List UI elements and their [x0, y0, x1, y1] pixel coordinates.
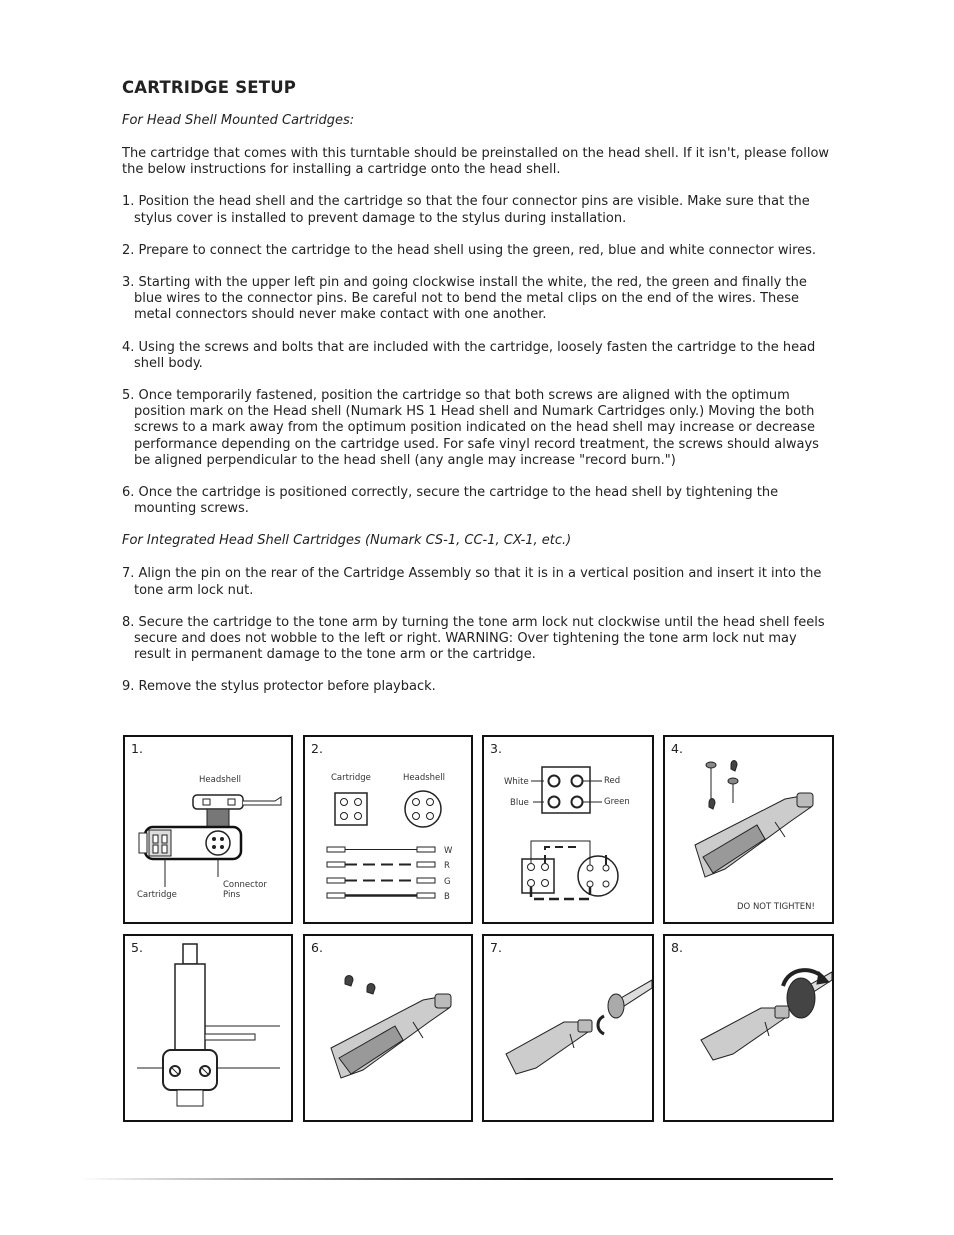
figure-4: [663, 735, 834, 924]
figure-8: [663, 934, 834, 1122]
figure-7: [482, 934, 654, 1122]
figure-5: [123, 934, 293, 1122]
figure-number: 1.: [131, 741, 143, 756]
pin-wiring-diagram: [484, 737, 652, 922]
white-label: White: [504, 777, 529, 787]
connector-wires-diagram: [305, 737, 471, 922]
figure-number: 7.: [490, 940, 502, 955]
step-5: 5. Once temporarily fastened, position the cartridge so that both screws are aligned with the optimum position mark on the Head shell (Numark HS 1 Head shell and Numark Cartridges only.) Moving the both screws to a mark away from the optimum position indicated on the head shell may increase or decrease performance depending on the cartridge used. For safe vinyl record treatment, the screws should always be aligned perpendicular to the head shell (any angle may increase "record burn."): [122, 388, 819, 468]
tighten-screws-diagram: [305, 936, 471, 1120]
wire-r-label: R: [444, 861, 450, 871]
green-label: Green: [604, 797, 630, 807]
headshell-label: Headshell: [403, 773, 445, 783]
figure-number: 6.: [311, 940, 323, 955]
wire-w-label: W: [444, 846, 453, 856]
blue-label: Blue: [510, 798, 529, 808]
manual-page: [122, 78, 834, 712]
pins-label: Pins: [223, 890, 241, 900]
figure-6: [303, 934, 473, 1122]
figure-number: 3.: [490, 741, 502, 756]
figure-number: 4.: [671, 741, 683, 756]
footer-divider: [80, 1178, 833, 1180]
step-3: 3. Starting with the upper left pin and going clockwise install the white, the red, the green and finally the blue wires to the connector pins. Be careful not to bend the metal clips on the end of the wires. These metal connectors should never make contact with one another.: [122, 275, 807, 323]
step-1: 1. Position the head shell and the cartridge so that the four connector pins are visible. Make sure that the stylus cover is installed to prevent damage to the stylus during installation.: [122, 194, 810, 226]
headshell-cartridge-diagram: [125, 737, 291, 922]
headshell-label: Headshell: [199, 775, 241, 785]
wire-b-label: B: [444, 892, 450, 902]
tighten-lock-nut-diagram: [665, 936, 832, 1120]
figure-number: 8.: [671, 940, 683, 955]
alignment-diagram: [125, 936, 291, 1120]
cartridge-label: Cartridge: [331, 773, 371, 783]
page-title: CARTRIDGE SETUP: [122, 78, 297, 97]
figure-number: 5.: [131, 940, 143, 955]
insert-headshell-diagram: [484, 936, 652, 1120]
step-2: 2. Prepare to connect the cartridge to the head shell using the green, red, blue and white connector wires.: [122, 242, 817, 258]
do-not-tighten-label: DO NOT TIGHTEN!: [737, 902, 815, 912]
step-8: 8. Secure the cartridge to the tone arm by turning the tone arm lock nut clockwise until the head shell feels secure and does not wobble to the left or right. WARNING: Over tightening the tone arm lock nut may result in permanent damage to the tone arm or the cartridge.: [122, 614, 825, 663]
step-7: 7. Align the pin on the rear of the Cartridge Assembly so that it is in a vertical position and insert it into the tone arm lock nut.: [122, 566, 822, 598]
connector-label: Connector: [223, 880, 267, 890]
step-4: 4. Using the screws and bolts that are included with the cartridge, loosely fasten the cartridge to the head shell body.: [122, 339, 816, 371]
figure-1: [123, 735, 293, 924]
section-heading-integrated: For Integrated Head Shell Cartridges (Numark CS-1, CC-1, CX-1, etc.): [122, 533, 572, 549]
section-heading-headshell-mounted: For Head Shell Mounted Cartridges:: [122, 113, 355, 128]
figure-number: 2.: [311, 741, 323, 756]
cartridge-label: Cartridge: [137, 890, 177, 900]
step-9: 9. Remove the stylus protector before playback.: [122, 679, 436, 695]
intro-paragraph: The cartridge that comes with this turntable should be preinstalled on the head shell. If it isn't, please follow the below instructions for installing a cartridge onto the head shell.: [122, 146, 830, 178]
loose-fasten-diagram: [665, 737, 832, 922]
red-label: Red: [604, 776, 621, 786]
figure-3: [482, 735, 654, 924]
figure-2: [303, 735, 473, 924]
wire-g-label: G: [444, 877, 451, 887]
step-6: 6. Once the cartridge is positioned correctly, secure the cartridge to the head shell by tightening the mounting screws.: [122, 485, 779, 517]
